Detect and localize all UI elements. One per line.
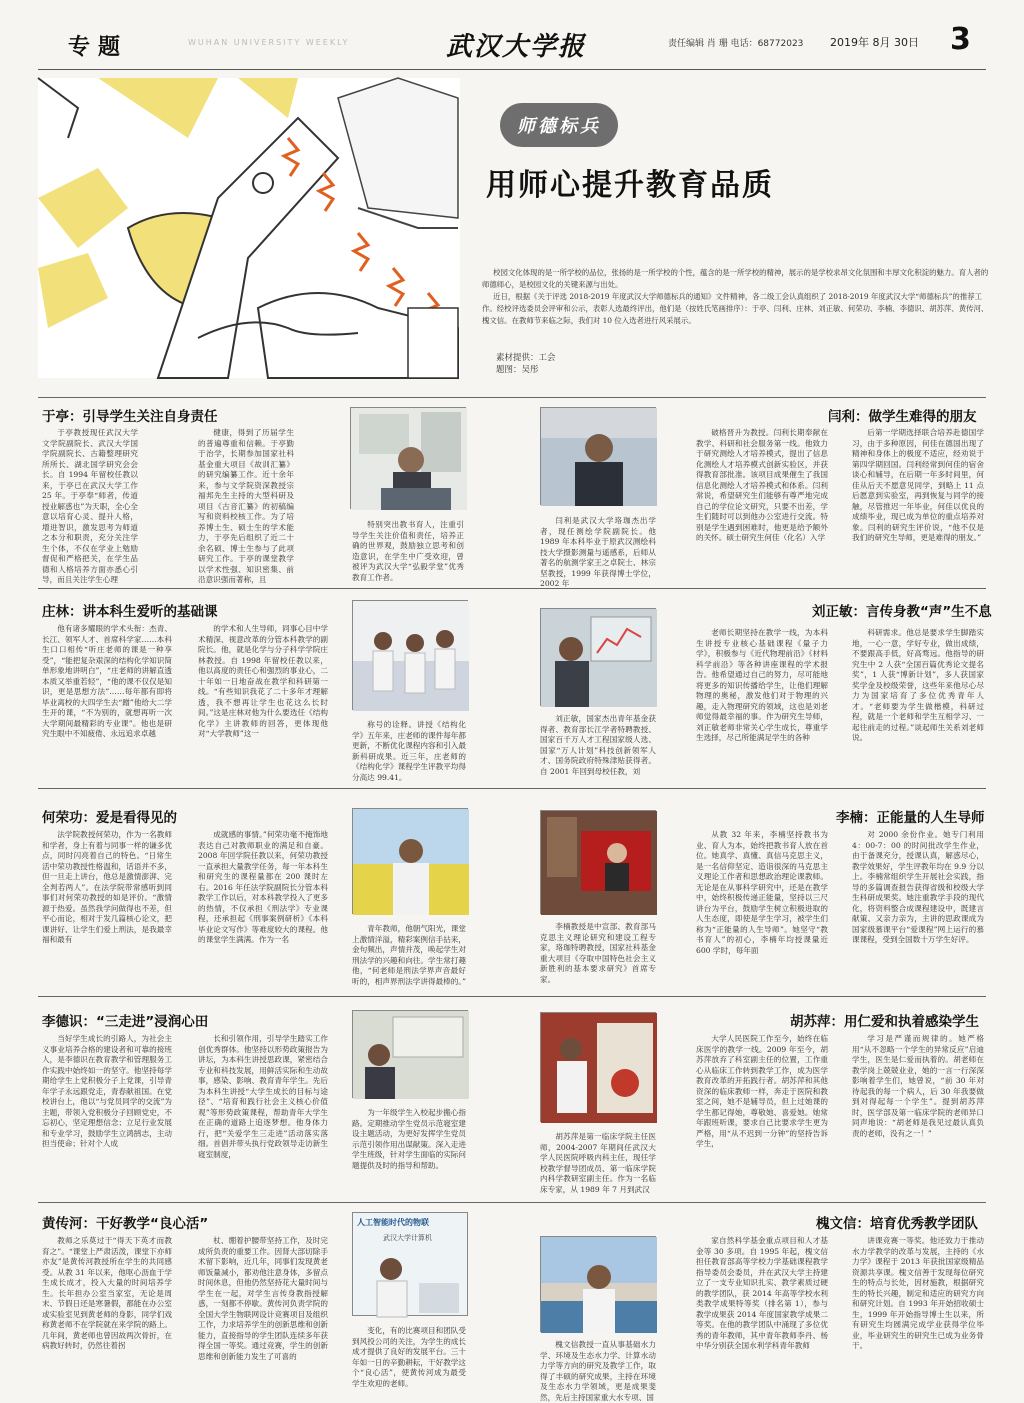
story-column: 成就感的事情。”何荣功毫不掩饰地表达自己对教师职业的满足和自豪。2008 年回学院任教以来，何荣功教授一直承担大量教学任务，每一年本科生和研究生的课程量都在 200 课时左右。2016 年任法学院副院长分管本科教学工作以后，对本科教学投入了更多的热情，不仅承担《刑法学》专业课程，还承担起《刑事案例研析》《本科毕业论文写作》等难度较大的课程。他的课堂学生满满。作为一名	[198, 830, 328, 944]
story-column: 从教 32 年来，李楠坚持教书为业、育人为本，始终把教书育人放在首位。她真学、真懂、真信马克思主义，是一名信仰坚定、造诣很深的马克思主义理论工作者和思想政治理论课教师。无论是在从事科学研究中，还是在教学中，始终积极传递正能量，坚持以三尺讲台为平台，鼓励学生树立积极进取的人生态度，即使是学生学习，被学生们称为“正能量的人生导师”。她坚守“教书育人”的初心，李楠年均授课量近 600 学时，每年面	[696, 830, 828, 955]
weekly-label: WUHAN UNIVERSITY WEEKLY	[188, 38, 350, 47]
story-column: 李楠教授是中宣部、教育部马克思主义理论研究和建设工程专家，珞珈特聘教授，国家社科基金重大项目《夺取中国特色社会主义新胜利的基本要求研究》首席专家。	[540, 922, 656, 984]
portrait-art	[353, 1213, 469, 1317]
intro-paragraph-2: 近日，根据《关于评选 2018-2019 年度武汉大学师德标兵的通知》文件精神，各二级工会认真组织了 2018-2019 年度武汉大学“师德标兵”的推荐工作。经校评选委员会评审和公示，表彰人选最终评出，他们是（按姓氏笔画排序）：于亭、闫利、庄林、刘正敏、何荣功、李楠、李德识、胡苏萍、黄传河、槐文信。在教师节来临之际，我们对 10 位入选者进行风采展示。	[482, 292, 989, 325]
column-tag: 师德标兵	[500, 103, 618, 147]
story-column: 老师长期坚持在教学一线，为本科生讲授专业核心基础课程《量子力学》，积极参与《近代物理前沿》《材料科学前沿》等各种讲座课程的学术报告。他希望通过自己的努力，尽可能地将更多的知识传播给学生，让他们理解物理的奥秘，激发他们对于物理的兴趣，走入物理研究的领域，这也是刘老师觉得最幸福的事。作为研究生导师，刘正敏老师非常关心学生成长，尊重学生选择，尽己所能满足学生的各种	[696, 628, 828, 742]
row-divider	[38, 397, 986, 398]
story-title: 于亭：引导学生关注自身责任	[42, 409, 218, 425]
portrait-photo	[540, 810, 656, 914]
story-column: 学习是严谨而规律的。她严格用“从不忽略一个学生的异常反应”启迪学生，医生是仁爱而执着的。胡老师在教学岗上兢兢业业，她的一言一行深深影响着学生们，她曾说，“前 30 年对待起我的每一个病人，后 30 年我要做到对得起每一个学生”。提到胡苏萍时，医学部及第一临床学院的老师异口同声地说：“胡老师是我见过最认真负责的老师，没有之一！”	[852, 1034, 984, 1138]
portrait-photo	[352, 600, 468, 710]
material-credit: 素材提供：工会	[496, 353, 556, 363]
illustration-credit: 题图：吴彤	[496, 365, 539, 375]
story-column: 法学院教授何荣功，作为一名教师和学者，身上有着与同事一样的谦多优点，同时闪亮着自己的特色。“日常生活中荣功教授性格温和，话语并不多，但一旦走上讲台，他总是激情澎湃、完全判若两人”。在法学院带常感听到同事们对何荣功教授的如是评价。“激情源于热爱。虽然我学问做得也不差，但平心而论，相对于发几篇核心论文，把课讲好、让学生们爱上刑法，是我最幸福和最有	[42, 830, 172, 944]
portrait-photo	[350, 407, 466, 509]
story-column: 胡苏萍是第一临床学院主任医师，2004-2007 年期间任武汉大学人民医院呼吸内科主任，现任学校教学督导团成员、第一临床学院内科学教研室副主任。作为一名临床专家，从 1989 年 7 月到武汉	[540, 1132, 656, 1194]
portrait-photo	[352, 1212, 468, 1316]
portrait-art	[541, 1013, 657, 1123]
story-column: 当好学生成长的引路人，为社会主义事业培养合格的建设者和可靠的接班人，是李德识在教育教学和管理服务工作实践中始终如一的坚守。他坚持每学期给学生上党积极分子上党课，引导青年学子永远跟党走，青春献祖国。在党校讲台上，他以“与党员同学的交流”为主题，带领入党积极分子回顾党史，不忘初心，坚定理想信念；立足行业发展和专业学习，鼓励学生立鸿鹄志，主动担当使命；针对个人成	[42, 1034, 172, 1148]
masthead	[38, 22, 986, 70]
paper-name: 武汉大学报	[446, 32, 587, 62]
story-title: 黄传河：干好教学“良心活”	[42, 1216, 209, 1232]
photo-banner-text: 人工智能时代的物联	[357, 1218, 429, 1227]
story-title: 刘正敏：言传身教“声”生不息	[812, 604, 992, 620]
row-divider	[38, 788, 986, 789]
portrait-photo	[540, 1012, 656, 1122]
story-column: 特别突出教书育人，注重引导学生关注价值和责任，培养正确的世界观，鼓励独立思考和创造意识，在学生中广受欢迎，曾被评为武汉大学“弘毅学堂”优秀教育工作者。	[352, 520, 464, 582]
portrait-art	[353, 809, 469, 915]
story-column: 刘正敏，国家杰出青年基金获得者、教育部长江学者特聘教授、国家百千万人才工程国家级人选、国家“万人计划”科技创新领军人才、国务院政府特殊津贴获得者。自 2001 年回到母校任教，刘	[540, 714, 656, 776]
portrait-art	[541, 408, 657, 506]
story-column: 变化，有的比赛项目和团队受到风投公司的关注，为学生的成长成才提供了良好的发展平台。三十年如一日的辛勤耕耘，干好教学这个“良心活”，使黄传河成为最受学生欢迎的老师。	[352, 1326, 466, 1388]
story-column: 长和引领作用，引导学生踏实工作创优秀群体。他坚持以形势政策报告为讲坛，为本科生讲授思政课，紧密结合专业和科技发展，用鲜活实际和生动故事，感染、影响、教育青年学生。先后为本科生讲授“大学生成长的目标与途径”、“培育和践行社会主义核心价值观”等形势政策课程，帮助青年大学生在正确的道路上追逐梦想。他身体力行，把“关爱学生三走进”活动落实落细。首倡并带头执行党政领导走访新生寝室制度，	[198, 1034, 328, 1159]
portrait-photo	[352, 1010, 468, 1098]
story-column: 科研需求。他总是要求学生脚踏实地，一心一意，学好专业，做出成绩，不要跟高手低，好高骛远。他指导的研究生中 2 人获“全国百篇优秀论文提名奖”，1 人获“博新计划”，多人获国家奖学金及校级荣誉，这些年来他尽心尽力为国家培育了多位优秀青年人才。“老师要为学生做楷模，科研过程，就是一个老师和学生互相学习、一起往前走的过程。”谈起师生关系刘老师说。	[852, 628, 984, 742]
portrait-photo	[540, 407, 656, 505]
portrait-photo	[540, 1236, 656, 1332]
story-column: 闫利是武汉大学珞珈杰出学者，现任测绘学院副院长。他 1989 年本科毕业于原武汉测绘科技大学摄影测量与遥感系，后师从著名的航测学家王之卓院士、林宗坚教授，1999 年获得博士学位，2002 年	[540, 516, 656, 588]
section-name: 专题	[68, 35, 129, 60]
story-column: 于亭教授现任武汉大学文学院副院长、武汉大学国学院副院长、古籍整理研究所所长、湖北国学研究会会长。自 1994 年留校任教以来，于亭已在武汉大学工作 25 年。于亭奉“师者，传道授业解惑也”为天职，全心全意以培育心灵、提升人格，增进智识，激发思考为师道之本分和职责，充分关注学生个体，不仅在学业上勉励督促和严格把关，在学生品德和人格培养方面亦悉心引导，而且关注学生心理	[42, 428, 138, 584]
row-divider	[38, 1202, 986, 1203]
story-column: 槐文信教授一直从事基础水力学、环境及生态水力学、计算水动力学等方向的研究及教学工作，取得了丰硕的研究成果，主持在环境及生态水力学领域，更是成果斐然，先后主持国家重大水专项、国	[540, 1340, 656, 1402]
illustration-art	[38, 78, 460, 378]
row-divider	[38, 996, 986, 997]
story-column: 讲课竞赛一等奖。他还致力于推动水力学教学的改革与发展，主持的《水力学》课程于 2013 年获批国家级精品资源共享课。槐文信善于发现每位研究生的特点与长处，因材施教，根据研究生的特长兴趣，制定和适应的研究方向和研究计划。自 1993 年开始招收硕士生，1999 年开始指导博士生以来，所有研究生均圆满完成学业获得学位毕业，毕业研究生的研究生已成为业务骨干。	[852, 1236, 984, 1350]
story-column: 称号的诠释。讲授《结构化学》五年来，庄老师的课件每年都更新，不断优化课程内容和引入最新科研成果。近三年，庄老师的《结构化学》课程学生评教平均得分高达 99.41。	[352, 720, 466, 782]
story-column: 教师之乐莫过于“得天下英才而教育之”。“课堂上严肃活泼，课堂下亦师亦友”是黄传河教授所在学生的共同感受。从教 31 年以来，他呕心沥血于学生成长成才，投入大量的时间培养学生。长年担办公室当家室，无论是周末、节假日还是寒暑假，都能在办公室或实验室见到黄老师的身影，同学们戏称黄老师不在学院就在来学院的路上。几年间，黄老师也曾因故两次骨折，在病教好转时，仍然往着拐	[42, 1236, 172, 1350]
portrait-photo	[352, 808, 468, 914]
portrait-art	[351, 408, 467, 510]
story-column: 青年教师，他朝气阳光，课堂上激情洋溢，精彩案例信手拈来，金句频出，声情并茂，唤起学生对刑法学的兴趣和向往。学生常打趣他，“何老师是刑法学界声音最好听的，相声界刑法学讲得最棒的。”	[352, 924, 466, 986]
story-title: 李楠：正能量的人生导师	[836, 810, 985, 826]
editor-info: 责任编辑 肖 珊 电话：68772023	[668, 39, 804, 49]
page-title: 用师心提升教育品质	[486, 168, 774, 203]
portrait-art	[541, 1237, 657, 1333]
portrait-art	[541, 609, 657, 707]
credits	[496, 352, 556, 376]
story-title: 胡苏萍：用仁爱和执着感染学生	[790, 1014, 979, 1030]
story-title: 闫利：做学生难得的朋友	[828, 409, 977, 425]
hero-illustration	[38, 78, 460, 378]
portrait-art	[541, 811, 657, 915]
intro-paragraph-1: 校园文化体现的是一所学校的品位，张扬的是一所学校的个性，蕴含的是一所学校的精神，展示的是学校求昂文化氛围和丰厚文化积淀的魅力。育人者的师德师心，是校园文化的关键来源与出处。	[482, 268, 989, 289]
story-column: 后第一学期选择联合培养赴德国学习，由于多种原因，何佳在德国出现了精神和身体上的极度不适应，经劝说于第四学期回国。闫利经常到何佳的宿舍谈心和辅导，在后期一年多时间里，何佳从后天不愿意见同学，到略上 11 点后愿意到实验室，再到恢复与同学的接触，尽管推迟一年毕业，何佳以优良的成绩毕业，现已成为单位的重点培养对象。闫利的研究生评价说，“他不仅是我们的研究生导师，更是难得的朋友。”	[852, 428, 984, 542]
story-column: 的学术和人生导师，同事心目中学术精深、视意改革的分管本科教学的副院长。他，就是化学与分子科学学院庄林教授。自 1998 年留校任教以来，他以高度的责任心和强烈的事业心，二十年如一日地奋战在教学和科研第一线。“有些知识我花了二十多年才理解透，我不想再让学生也花这么长时间。”这是庄林对他为什么要选任《结构化学》主讲教师的回答，更体现他对“大学教师”这一	[198, 624, 328, 738]
story-column: 大学人民医院工作至今，始终在临床医学的教学一线。2009 年至今，胡苏萍放弃了科室副主任的位置，工作重心从临床工作转到教学工作，成为医学教育改革的开拓践行者。胡苏萍和其他资深的临床教师一样，奔走于医院和教室之间，她不是辅导员，但上过她课的学生都记得她，尊敬她、喜爱她。她常年跟班听课，要求自己比要求学生更为严格，用“从不迟到一分钟”的坚持告诉学生，	[696, 1034, 828, 1148]
row-divider	[38, 588, 986, 589]
story-column: 健康，得到了历届学生的普遍尊重和信赖。于亭勤于治学，长期参加国家社科基金重大项目《故训汇纂》的研究编纂工作。近十余年来，参与文学院资深教授宗福邦先生主持的大型科研及项目《古音汇纂》的初稿编写和资料校核工作。为了培养博士生、硕士生的学术能力，于亭先后组织了近二十余名硕、博士生参与了此项研究工作。于亭的课堂教学以学术性强、知识密集、前沿意识强而著称，且	[198, 428, 294, 584]
portrait-art	[353, 1011, 469, 1099]
story-column: 破格晋升为教授。闫利长期奉献在教学、科研和社会服务第一线。他致力于研究测绘人才培养模式，提出了信息化测绘人才培养模式创新实验区，并获得教育部批准。该项目成果催生了我国信息化测绘人才培养模式和体系。闫利常说，希望研究生们能够有尊严地完成自己的学位论文研究，只要不出差，学生们随时可以到他办公室进行交流。特别是学生遇到困难时，他更是给予额外的关怀。硕士研究生何佳（化名）入学	[696, 428, 828, 542]
story-title: 李德识：“三走进”浸润心田	[42, 1014, 209, 1030]
story-title: 庄林：讲本科生爱听的基础课	[42, 604, 218, 620]
story-column: 对 2000 余份作业。她专门利用 4：00-7：00 的时间批改学生作业，由于备课充分，授课认真，解惑尽心，教学效果好，学生评教年均在 9.9 分以上。李楠常组织学生开展社会实践，指导的多篇调查报告获得省级和校级大学生科研成果奖。她注重教学手段的现代化，将资料整合成课程建设中，既建言献策、又亲力亲为，主讲的思政课成为国家级慕课平台“爱课程”网上运行的慕课课程，受到全国数十万学生好评。	[852, 830, 984, 944]
story-column: 为一年级学生入校起步搬心指路。定期推动学生党员示范寝室建设主题活动，为更好发挥学生党员示范引领作用出谋献策。深入走进学生班级，针对学生面临的实际问题提供及时的指导和帮助。	[352, 1108, 466, 1170]
portrait-photo	[540, 608, 656, 706]
story-column: 家自然科学基金重点项目和人才基金等 30 多项。自 1995 年起，槐文信担任教育部高等学校力学基础课程教学指导委员会委员，并在武汉大学主持建立了一支专业知识扎实、教学素质过硬的教学团队，获 2014 年高等学校水利类教学成果特等奖（排名第 1），参与教学成果获 2014 年度国家教学成果二等奖。在他的教学团队中涌现了多位优秀的青年教师，其中青年教师李丹、杨中华分别获全国水利学科青年教师	[696, 1236, 828, 1350]
issue-date: 2019年 8月 30日	[830, 36, 919, 49]
story-title: 槐文信：培育优秀教学团队	[816, 1216, 978, 1232]
story-column: 杖、绷着护腰带坚持工作，及时完成所负责的重要工作。因肾大部切除手术留下影响，近几年，同事们发现黄老师饭量减小，都劝他注意身体，多留点时间休息，但他仍然坚持花大量时间与学生在一起，对学生言传身教指授解惑，一刻都不停歇。黄传河负责学院的全国大学生物联网设计竞赛项目及组织工作，力求培养学生的创新思维和创新能力，直接指导的学生团队连续多年获得全国一等奖。通过竞赛，学生的创新思维和创新能力发生了可喜的	[198, 1236, 328, 1361]
story-column: 他有诸多耀眼的学术头衔：杰青、长江、领军人才、首席科学家……本科生口口相传“听庄老师的课是一种享受”，“能把复杂艰深的结构化学知识简单形象地讲明白”，“庄老师的讲解直透本质又举重若轻”，“他的课不仅仅是知识，更是思想方法”……每年都有即将毕业离校的大四学生去“蹭”他给大二学生开的课，“不为别的，就想再听一次大学期间最精彩的专业课”。他也是研究生眼中不知疲倦、永远追求卓越	[42, 624, 172, 738]
story-title: 何荣功：爱是看得见的	[42, 810, 177, 826]
photo-sub-text: 武汉大学计算机	[383, 1234, 432, 1242]
portrait-art	[353, 601, 469, 711]
page-number: 3	[950, 22, 971, 57]
intro-text	[482, 267, 992, 327]
